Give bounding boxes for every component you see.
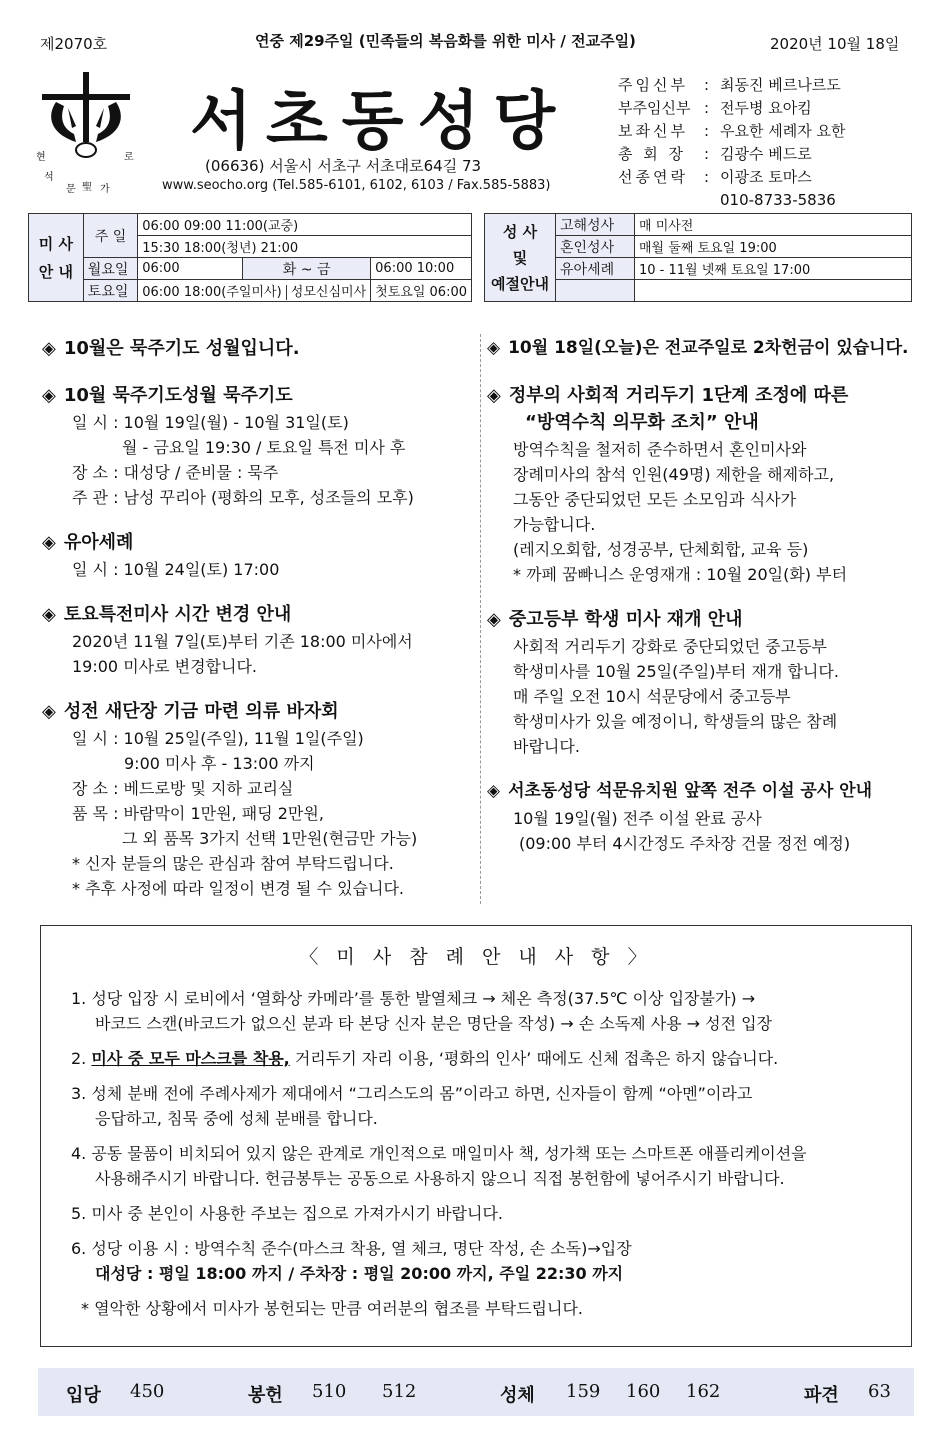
- entrance-label: 입당: [66, 1385, 101, 1406]
- dismissal-value: 63: [868, 1381, 891, 1402]
- notice-title: [487, 779, 917, 804]
- mass-guide-label: [29, 214, 84, 302]
- offertory-value-2: 512: [382, 1381, 417, 1402]
- notice-title-text: 서초동성당 석문유치원 앞쪽 전주 이설 공사 안내: [508, 781, 873, 801]
- staff-row: 보좌신부 : 우요한 세례자 요한: [618, 120, 845, 143]
- notice-line: 월 - 금요일 19:30 / 토요일 특전 미사 후: [122, 438, 406, 457]
- staff-name: 우요한 세례자 요한: [720, 122, 846, 140]
- notice-title: [487, 607, 917, 632]
- notice-line: * 까페 꿈빠니스 운영재개 : 10월 20일(화) 부터: [513, 565, 848, 584]
- communion-value-1: 159: [566, 1381, 601, 1402]
- notice-line: 가능합니다.: [513, 515, 596, 534]
- mass-schedule-table: [28, 213, 472, 302]
- notice-line: 19:00 미사로 변경합니다.: [72, 657, 258, 676]
- staff-role: 총 회 장: [618, 145, 687, 163]
- diamond-icon: ◈: [42, 532, 56, 553]
- monday-label: 월요일: [83, 258, 137, 280]
- notice-title-cont: “방역수칙 의무화 조치” 안내: [525, 412, 759, 433]
- left-notices: [42, 336, 472, 901]
- notice-line: 사회적 거리두기 강화로 중단되었던 중고등부: [513, 637, 828, 656]
- mass-rules-list: [71, 986, 901, 1321]
- sacrament-time: 매월 둘째 토요일 19:00: [635, 236, 912, 258]
- holy-hour-text: 성모신심미사: [286, 285, 366, 300]
- sunday-label: 주 일: [83, 214, 137, 258]
- notice-line: 일 시 : 10월 24일(토) 17:00: [72, 560, 280, 579]
- rule-line: 거리두기 자리 이용, ‘평화의 인사’ 때에도 신체 접촉은 하지 않습니다.: [289, 1049, 779, 1068]
- mass-rules-title: 〈 미 사 참 례 안 내 사 항 〉: [299, 946, 653, 968]
- notice-line: 9:00 미사 후 - 13:00 까지: [124, 754, 315, 773]
- rule-item: [71, 1201, 901, 1226]
- sunday-times-1: 06:00 09:00 11:00(교중): [138, 214, 472, 236]
- parish-address: (06636) 서울시 서초구 서초대로64길 73: [205, 157, 482, 175]
- staff-role: 보좌신부: [618, 122, 688, 140]
- notice-title: [42, 602, 472, 627]
- staff-row: 총 회 장 : 김광수 베드로: [618, 143, 845, 166]
- staff-role: 부주임신부: [618, 99, 691, 117]
- mass-label-line: 미 사: [38, 234, 73, 253]
- staff-phone: 010-8733-5836: [720, 191, 836, 209]
- rule-line: 4. 공동 물품이 비치되어 있지 않은 관계로 개인적으로 매일미사 책, 성가책 또는 스마트폰 애플리케이션을: [71, 1144, 807, 1163]
- staff-role: 선종연락: [618, 168, 688, 186]
- diamond-icon: ◈: [42, 701, 56, 722]
- first-saturday: 첫토요일 06:00: [371, 280, 472, 302]
- sacrament-label-line: 예절안내: [491, 274, 549, 293]
- diamond-icon: ◈: [42, 604, 56, 625]
- notice-line: 매 주일 오전 10시 석문당에서 중고등부: [513, 687, 791, 706]
- mass-label-line: 안 내: [38, 262, 73, 281]
- notice-title: [42, 383, 472, 408]
- rule-line: 5. 미사 중 본인이 사용한 주보는 집으로 가져가시기 바랍니다.: [71, 1204, 503, 1223]
- right-notices: [487, 336, 917, 856]
- communion-label: 성체: [500, 1385, 535, 1406]
- notice-title-text: 10월 묵주기도성월 묵주기도: [63, 385, 293, 406]
- notice-line: 방역수칙을 철저히 준수하면서 혼인미사와: [513, 440, 807, 459]
- dismissal-label: 파견: [804, 1385, 839, 1406]
- notice-title: [487, 383, 917, 408]
- logo-char: 로: [124, 152, 134, 163]
- parish-contact: www.seocho.org (Tel.585-6101, 6102, 6103 / Fax.585-5883): [162, 178, 551, 193]
- parish-logo: [36, 72, 136, 195]
- sacrament-guide-label: [485, 214, 556, 302]
- diamond-icon: ◈: [42, 385, 56, 406]
- entrance-value: 450: [130, 1381, 165, 1402]
- staff-row: 부주임신부 : 전두병 요아킴: [618, 97, 845, 120]
- sacrament-name: 유아세례: [556, 258, 635, 280]
- sacrament-name: 고해성사: [556, 214, 635, 236]
- monday-time: 06:00: [138, 258, 243, 280]
- offertory-label: 봉헌: [248, 1385, 283, 1406]
- mass-rules-box: [40, 925, 912, 1347]
- notice-line: 일 시 : 10월 25일(주일), 11월 1일(주일): [72, 729, 364, 748]
- notice-line: 학생미사가 있을 예정이니, 학생들의 많은 참례: [513, 712, 838, 731]
- sacrament-label-line: 성 사: [502, 222, 538, 241]
- notice-title-text: 정부의 사회적 거리두기 1단계 조정에 따른: [508, 385, 849, 406]
- notice-line: * 추후 사정에 따라 일정이 변경 될 수 있습니다.: [72, 879, 404, 898]
- diamond-icon: ◈: [487, 338, 501, 358]
- rule-footnote: * 열악한 상황에서 미사가 봉헌되는 만큼 여러분의 협조를 부탁드립니다.: [81, 1299, 583, 1318]
- notice-line: 바랍니다.: [513, 737, 580, 756]
- diamond-icon: ◈: [42, 338, 56, 359]
- sacraments-table: [484, 213, 912, 302]
- notice-line: 그 외 품목 3가지 선택 1만원(현금만 가능): [122, 829, 418, 848]
- notice-line: 장례미사의 참석 인원(49명) 제한을 해제하고,: [513, 465, 835, 484]
- saturday-label: 토요일: [83, 280, 137, 302]
- sacrament-time: 10 - 11월 넷째 토요일 17:00: [635, 258, 912, 280]
- sacrament-name: 혼인성사: [556, 236, 635, 258]
- communion-value-2: 160: [626, 1381, 661, 1402]
- diamond-icon: ◈: [487, 385, 501, 406]
- notice-title-text: 토요특전미사 시간 변경 안내: [63, 604, 292, 625]
- bulletin-date: 2020년 10월 18일: [770, 35, 900, 53]
- rule-line: 응답하고, 침묵 중에 성체 분배를 합니다.: [95, 1109, 378, 1128]
- staff-name: 이광조 토마스: [720, 168, 812, 186]
- weekday-label: 화 ~ 금: [243, 258, 371, 280]
- notice-line: 10월 19일(월) 전주 이설 완료 공사: [513, 809, 762, 828]
- notice-title-text: 10월 18일(오늘)은 전교주일로 2차헌금이 있습니다.: [508, 338, 909, 358]
- diamond-icon: ◈: [487, 609, 501, 630]
- notice-line: 장 소 : 대성당 / 준비물 : 묵주: [72, 463, 279, 482]
- notice-line: * 신자 분들의 많은 관심과 참여 부탁드립니다.: [72, 854, 394, 873]
- notice-line: (09:00 부터 4시간정도 주차장 건물 정전 예정): [519, 834, 851, 853]
- rule-item: [71, 1046, 901, 1071]
- notice-line: 품 목 : 바람막이 1만원, 패딩 2만원,: [72, 804, 324, 823]
- column-divider: [480, 334, 481, 904]
- rule-item: [71, 1081, 901, 1131]
- logo-char: 가: [100, 184, 110, 195]
- notice-line: 2020년 11월 7일(토)부터 기존 18:00 미사에서: [72, 632, 413, 651]
- rule-item: [71, 986, 901, 1036]
- issue-number: 제2070호: [40, 35, 108, 53]
- sunday-title: 연중 제29주일 (민족들의 복음화를 위한 미사 / 전교주일): [255, 32, 636, 50]
- parish-name: 서초동성당: [190, 85, 570, 159]
- staff-name: 전두병 요아킴: [720, 99, 812, 117]
- rule-item: [71, 1141, 901, 1191]
- notice-line: 주 관 : 남성 꾸리아 (평화의 모후, 성조들의 모후): [72, 488, 414, 507]
- logo-char: 석: [44, 172, 54, 183]
- diamond-icon: ◈: [487, 781, 501, 801]
- rule-line: 바코드 스캔(바코드가 없으신 분과 타 본당 신자 분은 명단을 작성) → 손 소독제 사용 → 성전 입장: [95, 1014, 773, 1033]
- sacrament-time-empty: [635, 280, 912, 302]
- logo-char: 문: [66, 184, 76, 195]
- notice-title: [42, 699, 472, 724]
- notice-title-text: 중고등부 학생 미사 재개 안내: [508, 609, 743, 630]
- notice-title-text: 유아세례: [63, 532, 134, 553]
- attendance-stats: [38, 1368, 914, 1416]
- communion-value-3: 162: [686, 1381, 721, 1402]
- notice-line: (레지오회합, 성경공부, 단체회합, 교육 등): [513, 540, 809, 559]
- rule-line: 6. 성당 이용 시 : 방역수칙 준수(마스크 착용, 열 체크, 명단 작성, 손 소독)→입장: [71, 1239, 632, 1258]
- notice-title: [487, 336, 917, 361]
- rule-line: 대성당 : 평일 18:00 까지 / 주차장 : 평일 20:00 까지, 주일 22:30 까지: [95, 1264, 624, 1283]
- saturday-time: [138, 280, 371, 302]
- rule-line: 사용해주시기 바랍니다. 헌금봉투는 공동으로 사용하지 않으니 직접 봉헌함에 넣어주시기 바랍니다.: [95, 1169, 785, 1188]
- weekday-time: 06:00 10:00: [371, 258, 472, 280]
- staff-role: 주임신부: [618, 76, 688, 94]
- notice-line: 그동안 중단되었던 모든 소모임과 식사가: [513, 490, 797, 509]
- sacrament-time: 매 미사전: [635, 214, 912, 236]
- rule-line: 3. 성체 분배 전에 주례사제가 제대에서 “그리스도의 몸”이라고 하면, 신자들이 함께 “아멘”이라고: [71, 1084, 753, 1103]
- rule-emphasis: 미사 중 모두 마스크를 착용,: [91, 1049, 290, 1068]
- staff-list: [618, 74, 845, 212]
- offertory-value-1: 510: [312, 1381, 347, 1402]
- notice-title-text: 성전 새단장 기금 마련 의류 바자회: [63, 701, 339, 722]
- rule-number: 2.: [71, 1049, 92, 1068]
- staff-row: 주임신부 : 최동진 베르나르도: [618, 74, 845, 97]
- sunday-times-2: 15:30 18:00(청년) 21:00: [138, 236, 472, 258]
- rule-item: [71, 1236, 901, 1286]
- staff-name: 최동진 베르나르도: [720, 76, 841, 94]
- notice-title: [42, 336, 472, 361]
- logo-char: 聖: [82, 182, 92, 193]
- sacrament-label-line: 및: [512, 248, 528, 267]
- notice-title-text: 10월은 묵주기도 성월입니다.: [63, 338, 300, 359]
- sacrament-name-empty: [556, 280, 635, 302]
- rule-line: 1. 성당 입장 시 로비에서 ‘열화상 카메라’를 통한 발열체크 → 체온 측정(37.5℃ 이상 입장불가) →: [71, 989, 756, 1008]
- saturday-time-text: 06:00 18:00(주일미사): [142, 285, 282, 300]
- staff-row: 선종연락 : 이광조 토마스: [618, 166, 845, 189]
- staff-name: 김광수 베드로: [720, 145, 812, 163]
- logo-char: 현: [36, 152, 46, 163]
- notice-line: 장 소 : 베드로방 및 지하 교리실: [72, 779, 294, 798]
- notice-title: [42, 530, 472, 555]
- notice-line: 학생미사를 10월 25일(주일)부터 재개 합니다.: [513, 662, 839, 681]
- notice-line: 일 시 : 10월 19일(월) - 10월 31일(토): [72, 413, 349, 432]
